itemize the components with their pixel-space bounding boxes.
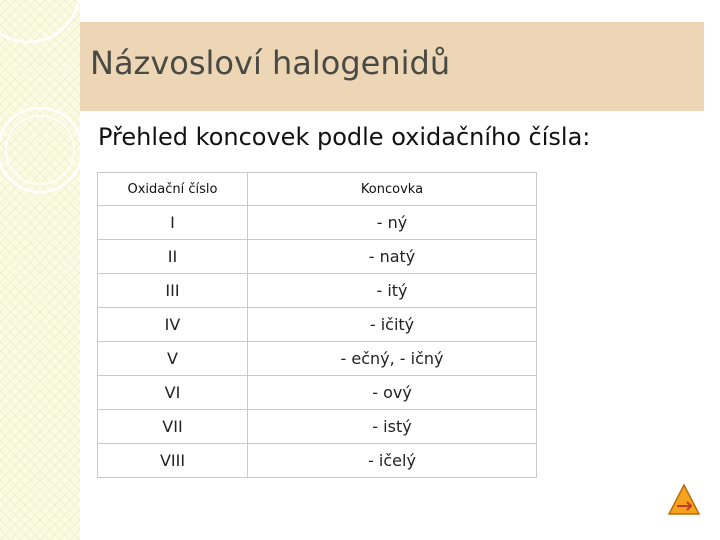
oxidation-number-cell: VI [98, 376, 248, 410]
triangle-arrow-icon[interactable] [666, 482, 702, 518]
table-row [98, 410, 537, 444]
table-row [98, 342, 537, 376]
table-row [98, 240, 537, 274]
ending-cell: - ičitý [248, 308, 537, 342]
ending-cell: - istý [248, 410, 537, 444]
oxidation-number-cell: IV [98, 308, 248, 342]
oxidation-number-cell: III [98, 274, 248, 308]
decorative-circles [0, 0, 82, 200]
slide-subtitle: Přehled koncovek podle oxidačního čísla: [98, 123, 591, 151]
oxidation-number-cell: VIII [98, 444, 248, 478]
ending-cell: - itý [248, 274, 537, 308]
column-header-ending: Koncovka [248, 173, 537, 206]
ending-cell: - natý [248, 240, 537, 274]
oxidation-number-cell: I [98, 206, 248, 240]
oxidation-number-cell: II [98, 240, 248, 274]
table-row [98, 444, 537, 478]
table-row [98, 206, 537, 240]
ending-cell: - ný [248, 206, 537, 240]
table-row [98, 274, 537, 308]
column-header-oxidation-number: Oxidační číslo [98, 173, 248, 206]
table-header-row [98, 173, 537, 206]
slide-title: Názvosloví halogenidů [90, 44, 451, 82]
table-row [98, 376, 537, 410]
table-row [98, 308, 537, 342]
oxidation-endings-table [97, 172, 537, 478]
ending-cell: - ečný, - ičný [248, 342, 537, 376]
ending-cell: - ový [248, 376, 537, 410]
ending-cell: - ičelý [248, 444, 537, 478]
oxidation-number-cell: V [98, 342, 248, 376]
oxidation-number-cell: VII [98, 410, 248, 444]
